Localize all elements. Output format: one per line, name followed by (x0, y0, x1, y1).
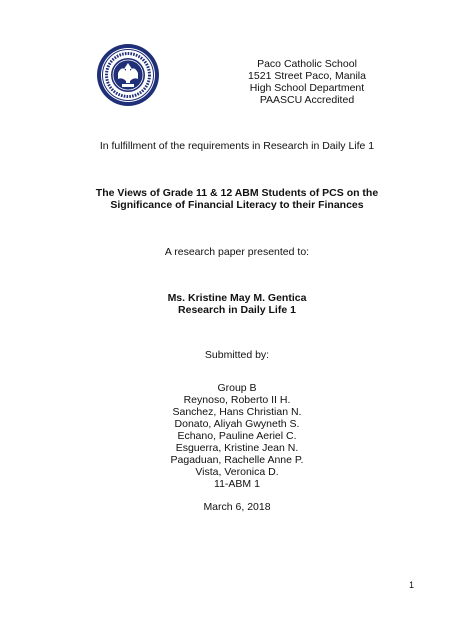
fulfillment-statement: In fulfillment of the requirements in Research in Daily Life 1 (99, 140, 375, 152)
member-name: Pagaduan, Rachelle Anne P. (170, 454, 304, 466)
school-address: 1521 Street Paco, Manila (248, 70, 366, 82)
teacher-subject: Research in Daily Life 1 (178, 304, 296, 316)
submission-date: March 6, 2018 (203, 501, 271, 513)
group-name: Group B (217, 382, 257, 394)
section-name: 11-ABM 1 (214, 478, 260, 490)
school-name: Paco Catholic School (257, 58, 357, 70)
member-name: Esguerra, Kristine Jean N. (175, 442, 299, 454)
member-name: Reynoso, Roberto II H. (183, 394, 291, 406)
member-name: Donato, Aliyah Gwyneth S. (174, 418, 300, 430)
paper-title-line-2: Significance of Financial Literacy to their Finances (110, 199, 364, 211)
submitted-by-label: Submitted by: (204, 349, 270, 361)
paper-title-line-1: The Views of Grade 11 & 12 ABM Students of PCS on the (95, 187, 379, 199)
member-name: Vista, Veronica D. (195, 466, 279, 478)
member-name: Echano, Pauline Aeriel C. (177, 430, 297, 442)
presented-to-label: A research paper presented to: (164, 246, 310, 258)
school-accreditation: PAASCU Accredited (259, 94, 355, 106)
page-number: 1 (408, 580, 414, 590)
member-name: Sanchez, Hans Christian N. (172, 406, 302, 418)
teacher-name: Ms. Kristine May M. Gentica (167, 292, 307, 304)
school-department: High School Department (249, 82, 365, 94)
